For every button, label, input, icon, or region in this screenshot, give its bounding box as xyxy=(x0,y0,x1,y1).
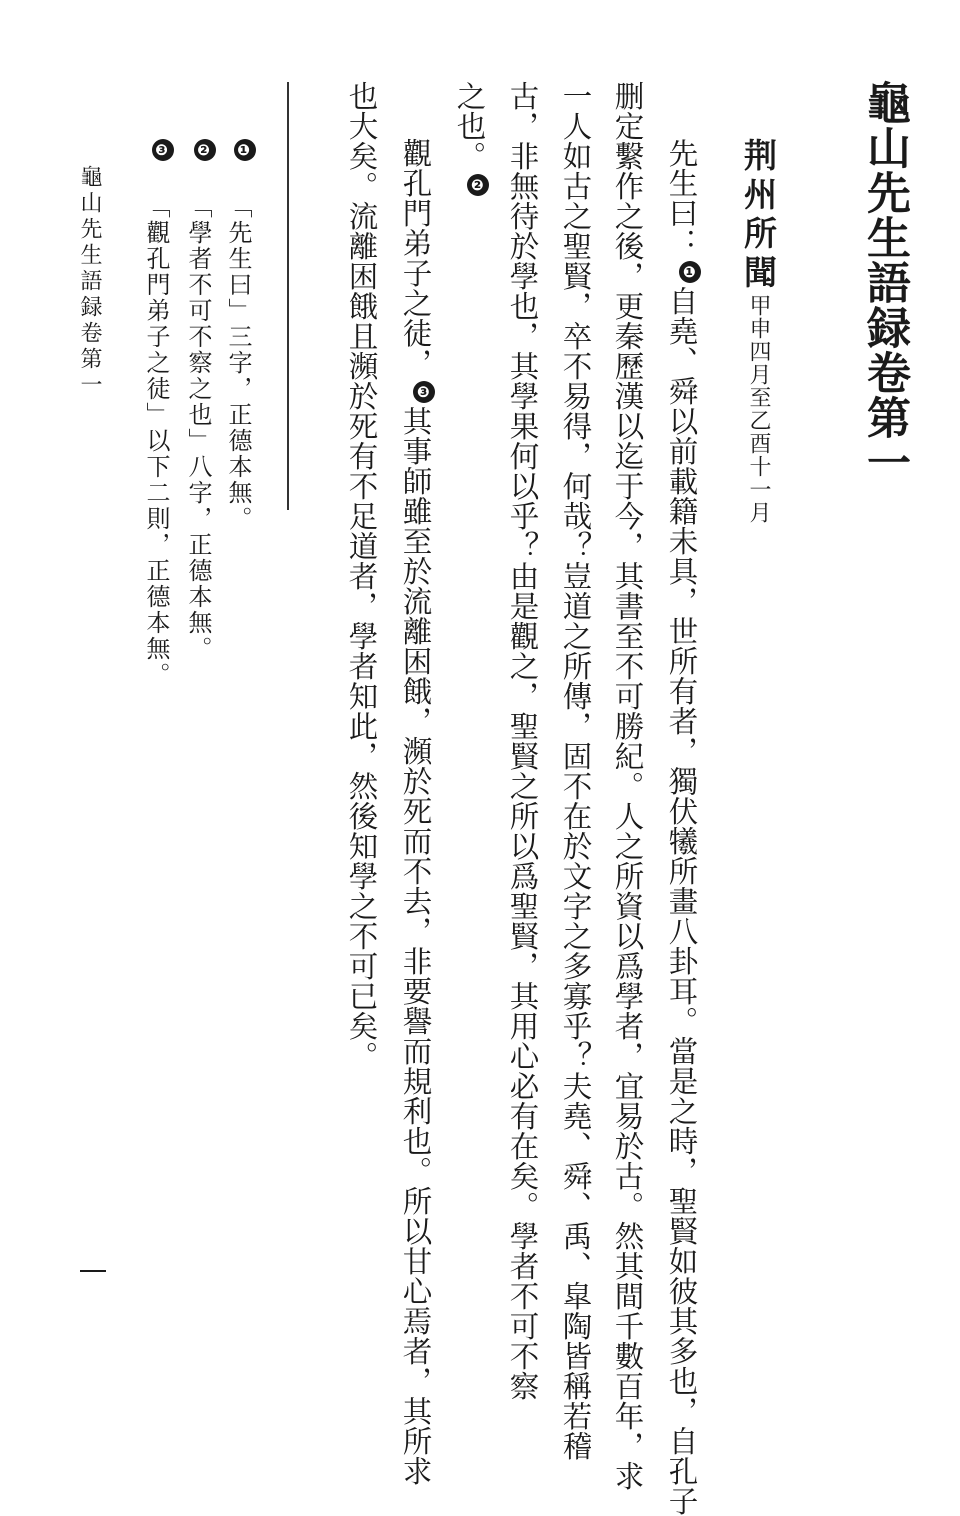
section-heading xyxy=(739,138,778,524)
body-line: 删定繫作之後，更秦歷漢以迄于今，其書至不可勝紀。人之所資以爲學者，宜易於古。然其間千數百年，求 xyxy=(610,81,645,1491)
body-text: 之也。 xyxy=(452,81,487,171)
footnote-divider xyxy=(287,82,289,510)
page-number xyxy=(80,1270,106,1272)
footnote-marker-1[interactable]: ❶ xyxy=(679,261,701,283)
footnote-text: 「觀孔門弟子之徒」以下二則，正德本無。 xyxy=(142,194,170,688)
footnote-number-3: ❸ xyxy=(152,139,174,161)
body-line xyxy=(454,81,489,199)
running-title: 龜山先生語録卷第一 xyxy=(77,165,102,399)
footnote-marker-2[interactable]: ❷ xyxy=(467,174,489,196)
footnote xyxy=(144,136,174,688)
footnote-text: 「學者不可不察之也」八字，正德本無。 xyxy=(184,194,212,662)
body-text: 其事師雖至於流離困餓，瀕於死而不去，非要譽而規利也。所以甘心焉者，其所求 xyxy=(398,406,433,1486)
footnote-number-1: ❶ xyxy=(234,139,256,161)
section-title: 荆州所聞 xyxy=(739,138,778,294)
body-line xyxy=(666,138,701,1516)
footnote-number-2: ❷ xyxy=(194,139,216,161)
body-text: 自堯、舜以前載籍未具，世所有者，獨伏犧所畫八卦耳。當是之時，聖賢如彼其多也，自孔子 xyxy=(664,286,699,1516)
body-text: 先生曰： xyxy=(664,138,699,258)
body-line xyxy=(400,138,435,1486)
footnote xyxy=(186,136,216,662)
footnote-text: 「先生曰」三字，正德本無。 xyxy=(224,194,252,532)
footnote-marker-3[interactable]: ❸ xyxy=(413,381,435,403)
body-line: 一人如古之聖賢，卒不易得，何哉？豈道之所傳，固不在於文字之多寡乎？夫堯、舜、禹、皐陶皆稱若稽 xyxy=(558,81,593,1461)
section-date-note: 甲申四月至乙酉十一月 xyxy=(746,294,771,524)
body-text: 觀孔門弟子之徒， xyxy=(398,138,433,378)
page-title: 龜山先生語録卷第一 xyxy=(859,80,910,485)
body-line: 也大矣。流離困餓且瀕於死有不足道者，學者知此，然後知學之不可已矣。 xyxy=(344,81,379,1071)
footnote xyxy=(226,136,256,532)
body-line: 古，非無待於學也，其學果何以乎？由是觀之，聖賢之所以爲聖賢，其用心必有在矣。學者不可不察 xyxy=(505,81,540,1401)
